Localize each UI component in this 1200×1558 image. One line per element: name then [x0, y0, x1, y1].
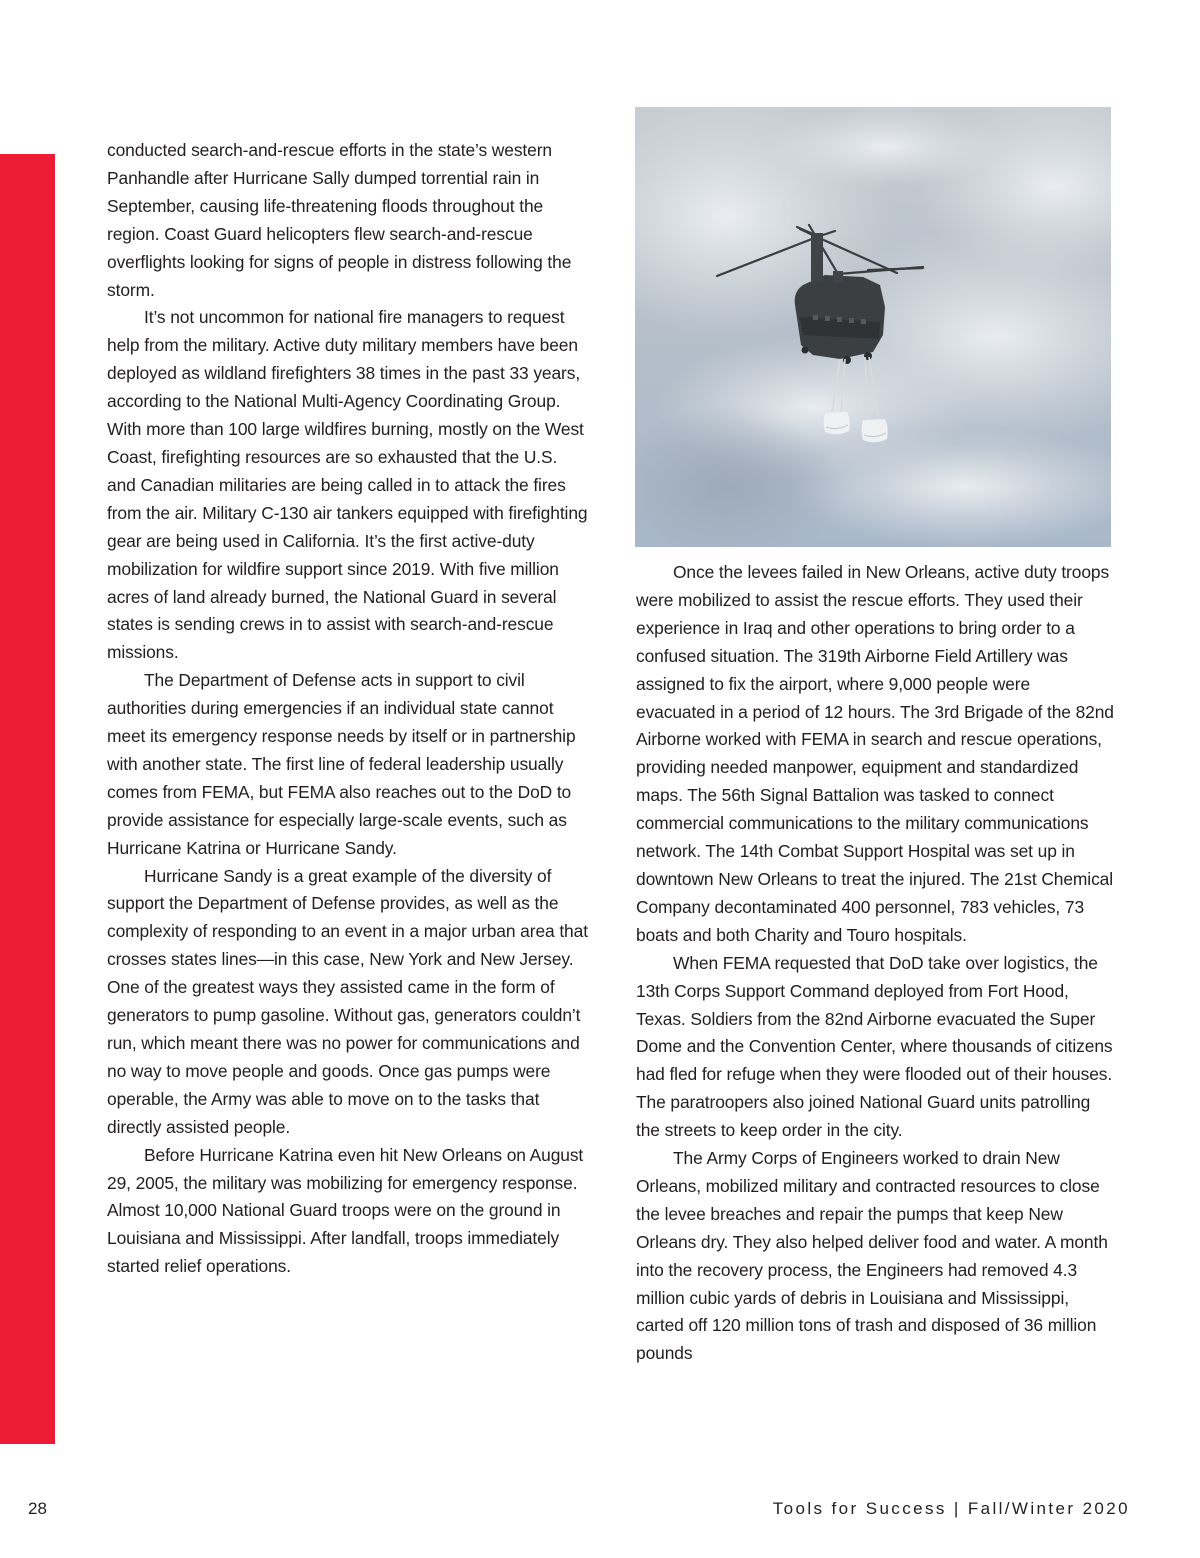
- publication-title: Tools for Success | Fall/Winter 2020: [772, 1499, 1130, 1518]
- paragraph: It’s not uncommon for national fire managers to request help from the military. Active duty military members have been deployed as wildland firefighters 38 times in the past 33 years, according to the National Multi-Agency Coordinating Group. With more than 100 large wildfires burning, mostly on the West Coast, firefighting resources are so exhausted that the U.S. and Canadian militaries are being called in to attack the fires from the air. Military C-130 air tankers equipped with firefighting gear are being used in California. It’s the first active-duty mobilization for wildfire support since 2019. With five million acres of land already burned, the National Guard in several states is sending crews in to assist with search-and-rescue missions.: [107, 307, 588, 663]
- paragraph: The Department of Defense acts in support to civil authorities during emergencies if an individual state cannot meet its emergency response needs by itself or in partnership with another state. The first line of federal leadership usually comes from FEMA, but FEMA also reaches out to the DoD to provide assistance for especially large-scale events, such as Hurricane Katrina or Hurricane Sandy.: [107, 670, 576, 858]
- paragraph: When FEMA requested that DoD take over logistics, the 13th Corps Support Command deployed from Fort Hood, Texas. Soldiers from the 82nd Airborne evacuated the Super Dome and the Convention Center, where thousands of citizens had fled for refuge when they were flooded out of their houses. The paratroopers also joined National Guard units patrolling the streets to keep order in the city.: [636, 952, 1113, 1141]
- paragraph: Before Hurricane Katrina even hit New Orleans on August 29, 2005, the military was mobilizing for emergency response. Almost 10,000 National Guard troops were on the ground in Louisiana and Mississippi. After landfall, troops immediately started relief operations.: [107, 1144, 584, 1277]
- paragraph: Hurricane Sandy is a great example of the diversity of support the Department of Defense provides, as well as the complexity of responding to an event in a major urban area that crosses states lines—in this case, New York and New Jersey. One of the greatest ways they assisted came in the form of generators to pump gasoline. Without gas, generators couldn’t run, which meant there was no power for communications and no way to move people and goods. Once gas pumps were operable, the Army was able to move on to the tasks that directly assisted people.: [107, 865, 588, 1137]
- right-text-column: [636, 559, 1114, 1368]
- accent-bar: [0, 154, 55, 1444]
- paragraph: Once the levees failed in New Orleans, active duty troops were mobilized to assist the rescue efforts. They used their experience in Iraq and other operations to bring order to a confused situation. The 319th Airborne Field Artillery was assigned to fix the airport, where 9,000 people were evacuated in a period of 12 hours. The 3rd Brigade of the 82nd Airborne worked with FEMA in search and rescue operations, providing needed manpower, equipment and standardized maps. The 56th Signal Battalion was tasked to connect commercial communications to the military communications network. The 14th Combat Support Hospital was set up in downtown New Orleans to treat the injured. The 21st Chemical Company decontaminated 400 personnel, 783 vehicles, 73 boats and both Charity and Touro hospitals.: [636, 562, 1114, 945]
- paragraph: The Army Corps of Engineers worked to drain New Orleans, mobilized military and contracted resources to close the levee breaches and repair the pumps that keep New Orleans dry. They also helped deliver food and water. A month into the recovery process, the Engineers had removed 4.3 million cubic yards of debris in Louisiana and Mississippi, carted off 120 million tons of trash and disposed of 36 million pounds: [636, 1148, 1108, 1364]
- paragraph: conducted search-and-rescue efforts in the state’s western Panhandle after Hurricane Sally dumped torrential rain in September, causing life-threatening floods throughout the region. Coast Guard helicopters flew search-and-rescue overflights looking for signs of people in distress following the storm.: [107, 140, 572, 300]
- left-text-column: [107, 137, 589, 1281]
- page-number: 28: [28, 1499, 47, 1518]
- helicopter-photo: [635, 107, 1111, 547]
